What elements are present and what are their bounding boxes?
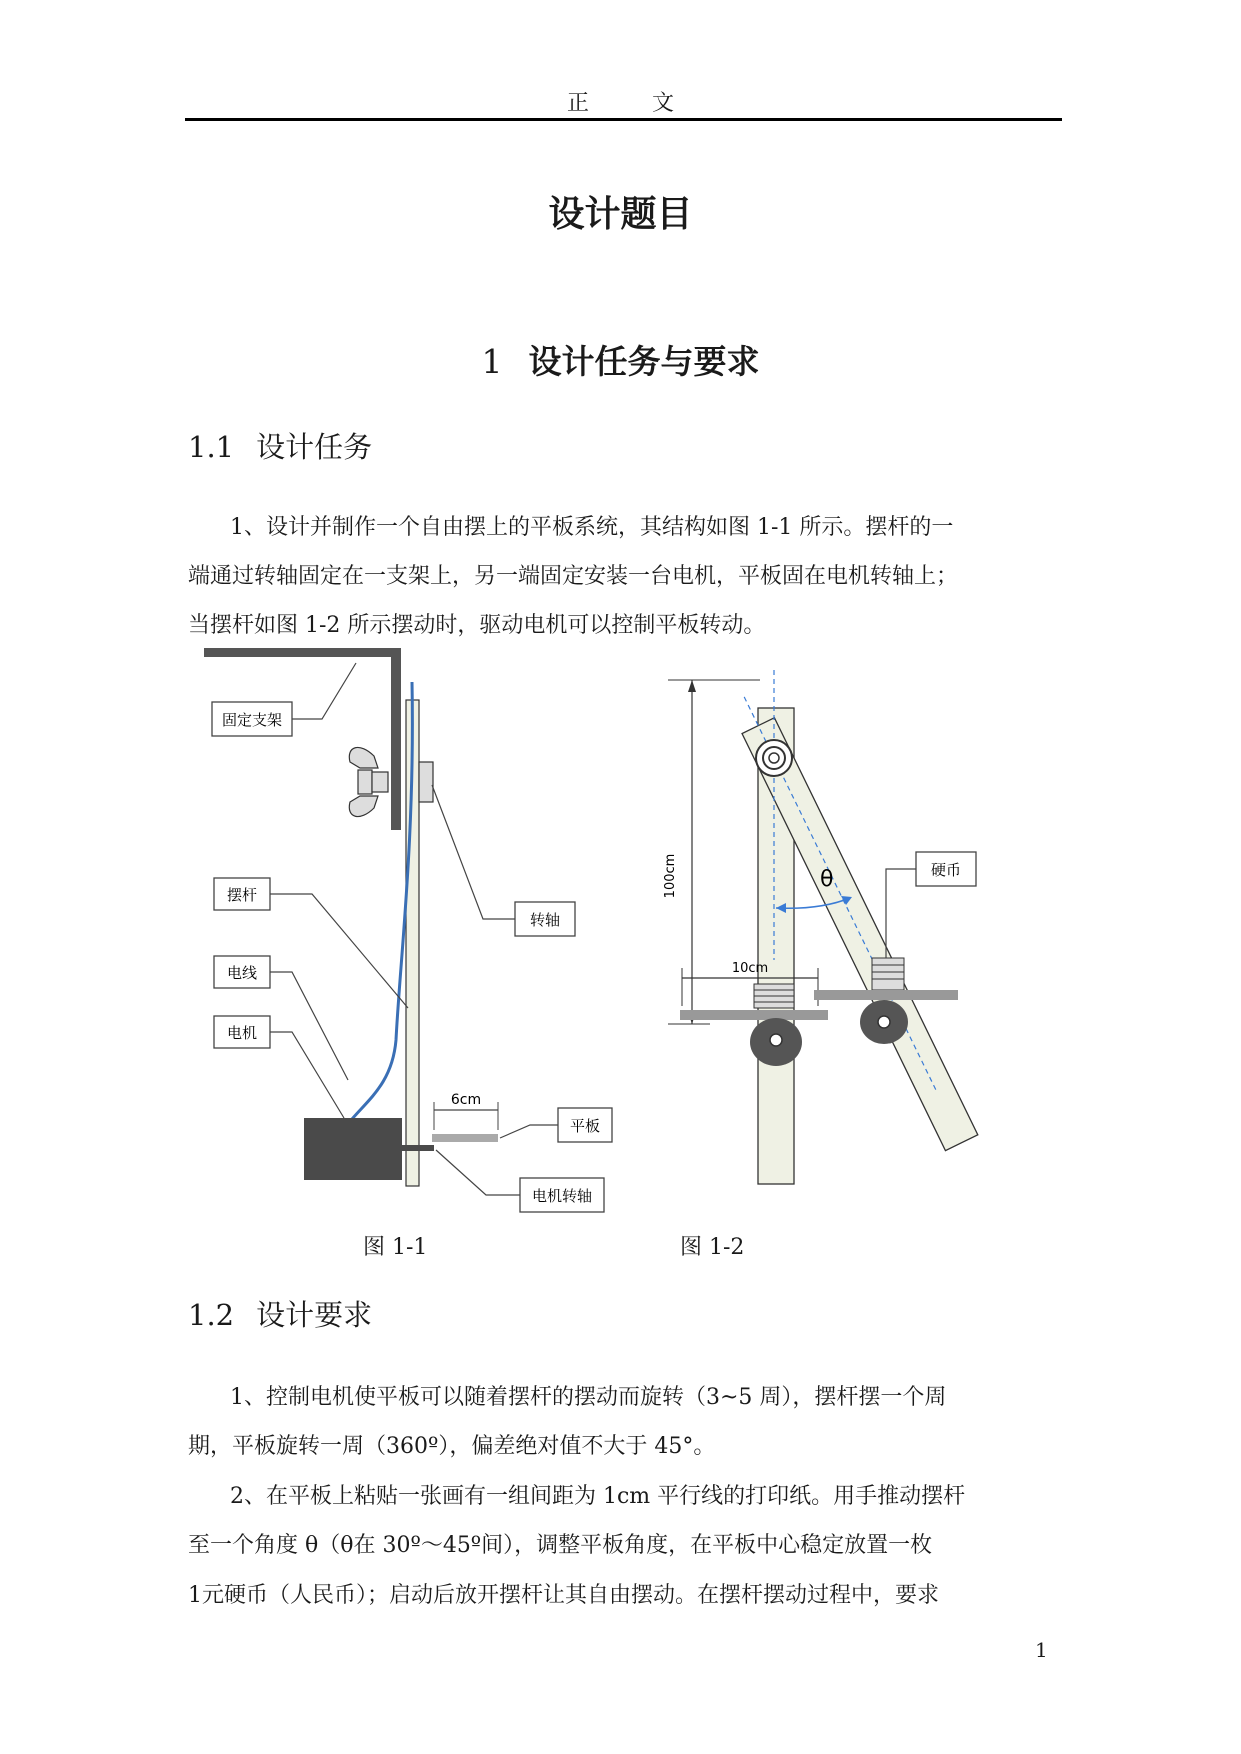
paragraph-line: 期，平板旋转一周（360º），偏差绝对值不大于 45°。 [188, 1434, 716, 1459]
page-number: 1 [1035, 1638, 1048, 1662]
bracket-vertical-bar [391, 648, 401, 830]
section-heading-1-1 [188, 425, 372, 466]
section-heading-1-2 [188, 1293, 372, 1334]
motor-shaft [400, 1145, 434, 1151]
label-coin: 硬币 [930, 861, 962, 879]
label-motor-shaft: 电机转轴 [531, 1187, 593, 1205]
header-rule [185, 118, 1062, 121]
running-header-right: 文 [652, 91, 675, 116]
leader-motor [270, 1032, 344, 1118]
paragraph-line: 至一个角度 θ（θ在 30º～45º间），调整平板角度，在平板中心稳定放置一枚 [188, 1533, 933, 1558]
plate-left [680, 1010, 828, 1020]
plate-right [814, 990, 958, 1000]
leader-bracket [292, 663, 356, 719]
figure-1-1-diagram [200, 640, 640, 1215]
leader-plate [500, 1125, 558, 1138]
wheel-hub-left [770, 1034, 782, 1046]
coin-stack-right [872, 958, 904, 990]
section-number: 1.1 [188, 430, 235, 464]
label-rod: 摆杆 [226, 886, 258, 904]
figure-1-2-diagram [640, 660, 1040, 1215]
label-theta: θ [820, 867, 834, 892]
paragraph-line: 1、设计并制作一个自由摆上的平板系统，其结构如图 1-1 所示。摆杆的一 [230, 515, 954, 540]
section-number: 1.2 [188, 1298, 235, 1332]
paragraph-line: 1元硬币（人民币）；启动后放开摆杆让其自由摆动。在摆杆摆动过程中，要求 [188, 1583, 939, 1608]
shaft-nut [419, 762, 433, 802]
label-width: 10cm [731, 961, 769, 976]
leader-wire [270, 972, 348, 1080]
running-header [0, 86, 1241, 117]
label-motor: 电机 [226, 1024, 258, 1042]
leader-coin [886, 869, 916, 958]
figure-1-2-caption: 图 1-2 [680, 1235, 745, 1260]
chapter-number: 1 [481, 342, 503, 381]
figure-1-1-caption: 图 1-1 [363, 1235, 428, 1260]
label-wire: 电线 [226, 964, 258, 982]
leader-rod [270, 894, 408, 1008]
flat-plate [432, 1134, 498, 1142]
label-plate: 平板 [569, 1117, 601, 1135]
section-title: 设计要求 [256, 1298, 373, 1332]
paragraph-line: 2、在平板上粘贴一张画有一组间距为 1cm 平行线的打印纸。用手推动摆杆 [230, 1484, 966, 1509]
document-title: 设计题目 [548, 194, 693, 235]
section-title: 设计任务 [256, 430, 373, 464]
chapter-title: 设计任务与要求 [528, 342, 760, 381]
leader-motor-shaft [436, 1150, 520, 1195]
pivot-nut [756, 740, 792, 776]
paragraph-line: 1、控制电机使平板可以随着摆杆的摆动而旋转（3~5 周），摆杆摆一个周 [230, 1385, 947, 1410]
label-height: 100cm [663, 853, 678, 899]
height-arrow-top [688, 680, 696, 692]
leader-shaft [432, 785, 515, 919]
wing-nut [349, 747, 388, 816]
label-bracket: 固定支架 [221, 711, 283, 729]
motor-body [304, 1118, 402, 1180]
chapter-heading [0, 336, 1241, 383]
wheel-hub-right [878, 1016, 890, 1028]
bracket-top-bar [204, 648, 401, 657]
running-header-left: 正 [566, 91, 589, 116]
paragraph-line: 端通过转轴固定在一支架上，另一端固定安装一台电机，平板固在电机转轴上； [188, 564, 959, 589]
paragraph-line: 当摆杆如图 1-2 所示摆动时，驱动电机可以控制平板转动。 [188, 613, 766, 638]
dimension-6cm: 6cm [450, 1092, 482, 1108]
label-shaft: 转轴 [529, 911, 561, 929]
